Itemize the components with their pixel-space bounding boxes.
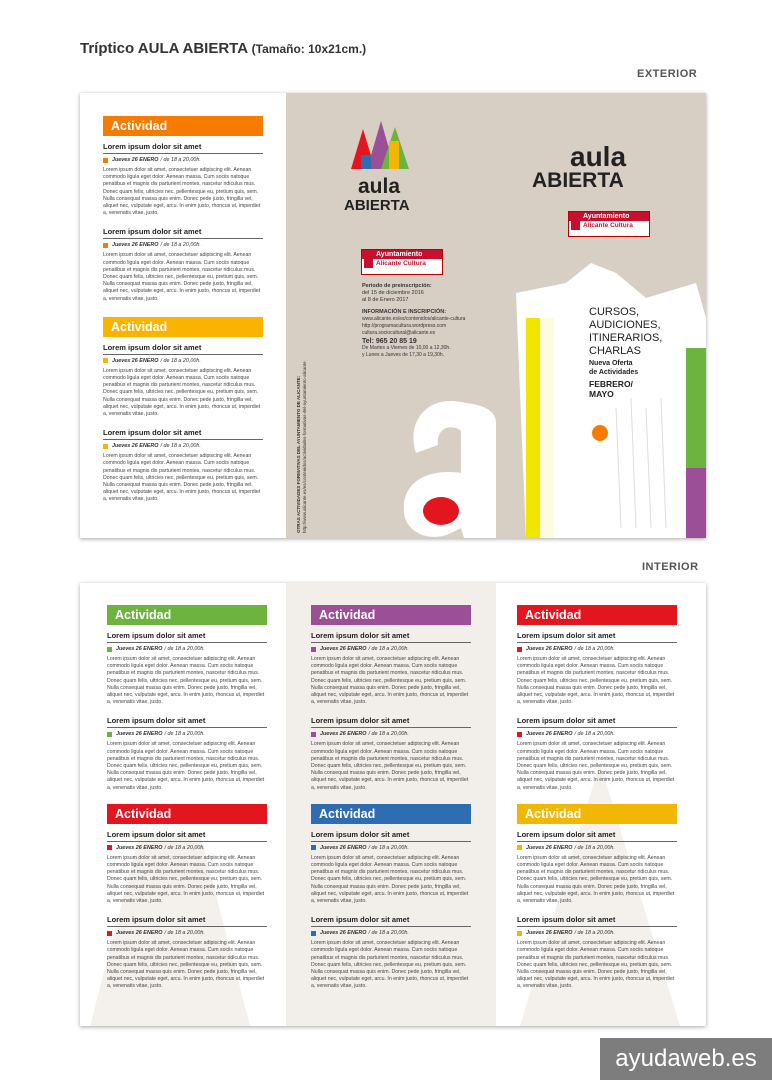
entry-date: [517, 646, 677, 652]
exterior-sheet: [80, 93, 706, 538]
activity-block: [103, 116, 263, 303]
entry-title: Lorem ipsum dolor sit amet: [107, 915, 267, 927]
info-hours1: De Martes a Viernes de 10,00 a 12,30h.: [362, 345, 451, 351]
cover-ayuntamiento-logo: [568, 211, 650, 237]
entry-date: [107, 646, 267, 652]
entry-title: Lorem ipsum dolor sit amet: [107, 716, 267, 728]
entry-date-rest: / de 18 a 20,00h.: [574, 930, 615, 937]
activity-entry: [107, 830, 267, 905]
activity-entry: [517, 716, 677, 791]
entry-title: Lorem ipsum dolor sit amet: [103, 343, 263, 355]
entry-date: [517, 930, 677, 936]
bullet-square-icon: [311, 732, 316, 737]
cover-ayto-line1: Ayuntamiento: [569, 212, 649, 221]
info-email[interactable]: cultura.sociocultural@alicante.es: [362, 330, 436, 336]
entry-date-bold: Jueves 26 ENERO: [116, 646, 163, 652]
activity-block: [517, 605, 677, 792]
entry-date-rest: / de 18 a 20,00h.: [160, 157, 201, 163]
activity-header-bar: Actividad: [103, 116, 263, 136]
entry-date-bold: Jueves 26 ENERO: [320, 646, 367, 652]
entry-date-bold: Jueves 26 ENERO: [320, 731, 367, 738]
entry-date-bold: Jueves 26 ENERO: [112, 443, 159, 450]
cover-title-abierta: ABIERTA: [532, 169, 624, 192]
info-tel: 965 20 85 19: [375, 338, 417, 345]
entry-date: [103, 443, 263, 449]
exterior-middle-panel: [286, 93, 496, 538]
entry-body: Lorem ipsum dolor sit amet, consectetuer adipiscing elit. Aenean commodo ligula eget dolor. Aenean massa. Cum sociis natoque penatibus et magnis dis parturient montes, nascetur ridiculus mus. Donec quam felis, ultricies nec, pellentesque eu, pretium quis, sem. Nulla consequat massa quis enim. Donec pede justo, fringilla vel, aliquet nec, vulputate eget, arcu. In enim justo, rhoncus ut, imperdiet a, venenatis vitae, justo.: [517, 854, 675, 905]
shield-icon: [571, 214, 580, 230]
entry-date-rest: / de 18 a 20,00h.: [160, 357, 201, 364]
entry-body: Lorem ipsum dolor sit amet, consectetuer adipiscing elit. Aenean commodo ligula eget dolor. Aenean massa. Cum sociis natoque penatibus et magnis dis parturient montes, nascetur ridiculus mus. Donec quam felis, ultricies nec, pellentesque eu, pretium quis, sem. Nulla consequat massa quis enim. Donec pede justo, fringilla vel, aliquet nec, vulputate eget, arcu. In enim justo, rhoncus ut, imperdiet a, venenatis vitae, justo.: [517, 741, 675, 791]
entry-date-bold: Jueves 26 ENERO: [112, 242, 159, 249]
cover-ayto-line2: Alicante Cultura: [583, 222, 633, 229]
entry-body: Lorem ipsum dolor sit amet, consectetuer adipiscing elit. Aenean commodo ligula eget dolor. Aenean massa. Cum sociis natoque penatibus et magnis dis parturient montes, nascetur ridiculus mus. Donec quam felis, ultricies nec, pellentesque eu, pretium quis, sem. Nulla consequat massa quis enim. Donec pede justo, fringilla vel, aliquet nec, vulputate eget, arcu. In enim justo, rhoncus ut, imperdiet a, venenatis vitae, justo.: [103, 252, 261, 302]
entry-date: [107, 731, 267, 737]
entry-date-rest: / de 18 a 20,00h.: [574, 646, 615, 652]
interior-column-1: [107, 605, 267, 1003]
entry-title: Lorem ipsum dolor sit amet: [517, 716, 677, 728]
entry-body: Lorem ipsum dolor sit amet, consectetuer adipiscing elit. Aenean commodo ligula eget dolor. Aenean massa. Cum sociis natoque penatibus et magnis dis parturient montes, nascetur ridiculus mus. Donec quam felis, ultricies nec, pellentesque eu, pretium quis, sem. Nulla consequat massa quis enim. Donec pede justo, fringilla vel, aliquet nec, vulputate eget, arcu. In enim justo, rhoncus ut, imperdiet a, venenatis vitae, justo.: [107, 940, 265, 990]
activity-entry: [311, 716, 471, 791]
preinscripcion-title: Periodo de preinscripción:: [362, 283, 432, 289]
entry-date-bold: Jueves 26 ENERO: [116, 930, 163, 937]
interior-column-3: [517, 605, 677, 1003]
info-tel-label: Tel:: [362, 338, 374, 345]
entry-body: Lorem ipsum dolor sit amet, consectetuer adipiscing elit. Aenean commodo ligula eget dolor. Aenean massa. Cum sociis natoque penatibus et magnis dis parturient montes, nascetur ridiculus mus. Donec quam felis, ultricies nec, pellentesque eu, pretium quis, sem. Nulla consequat massa quis enim. Donec pede justo, fringilla vel, aliquet nec, vulputate eget, arcu. In enim justo, rhoncus ut, imperdiet a, venenatis vitae, justo.: [311, 854, 469, 905]
activity-block: [311, 804, 471, 991]
bullet-square-icon: [517, 647, 522, 652]
activity-block: [107, 804, 267, 991]
entry-date-rest: / de 18 a 20,00h.: [368, 844, 409, 851]
entry-title: Lorem ipsum dolor sit amet: [311, 716, 471, 728]
activity-header-bar: Actividad: [107, 804, 267, 824]
activity-entry: [311, 830, 471, 905]
entry-title: Lorem ipsum dolor sit amet: [103, 227, 263, 239]
entry-body: Lorem ipsum dolor sit amet, consectetuer adipiscing elit. Aenean commodo ligula eget dolor. Aenean massa. Cum sociis natoque penatibus et magnis dis parturient montes, nascetur ridiculus mus. Donec quam felis, ultricies nec, pellentesque eu, pretium quis, sem. Nulla consequat massa quis enim. Donec pede justo, fringilla vel, aliquet nec, vulputate eget, arcu. In enim justo, rhoncus ut, imperdiet a, venenatis vitae, justo.: [517, 940, 675, 990]
oferta-line2: de Actividades: [589, 369, 639, 376]
oferta-line1: Nueva Oferta: [589, 360, 633, 367]
entry-body: Lorem ipsum dolor sit amet, consectetuer adipiscing elit. Aenean commodo ligula eget dolor. Aenean massa. Cum sociis natoque penatibus et magnis dis parturient montes, nascetur ridiculus mus. Donec quam felis, ultricies nec, pellentesque eu, pretium quis, sem. Nulla consequat massa quis enim. Donec pede justo, fringilla vel, aliquet nec, vulputate eget, arcu. In enim justo, rhoncus ut, imperdiet a, venenatis vitae, justo.: [517, 656, 675, 706]
interior-column-2: [311, 605, 471, 1003]
vertical-text2[interactable]: http://www.alicante.es/es/contenidos/actividades-formativas-del-ayuntamiento-alicante: [302, 361, 307, 533]
entry-date-rest: / de 18 a 20,00h.: [164, 844, 205, 851]
entry-title: Lorem ipsum dolor sit amet: [311, 915, 471, 927]
activity-entry: [107, 631, 267, 706]
entry-date: [107, 930, 267, 936]
entry-date-bold: Jueves 26 ENERO: [116, 844, 163, 851]
interior-label: INTERIOR: [642, 561, 699, 573]
activity-header-bar: Actividad: [103, 317, 263, 337]
activity-entry: [107, 716, 267, 791]
entry-date: [311, 930, 471, 936]
activity-entry: [107, 915, 267, 990]
watermark: ayudaweb.es: [600, 1038, 772, 1080]
bullet-square-icon: [107, 931, 112, 936]
bullet-square-icon: [311, 845, 316, 850]
info-url1[interactable]: www.alicante.es/es/contenidos/alicante-cultura: [362, 316, 466, 322]
bullet-square-icon: [103, 358, 108, 363]
info-hours2: y Lunes a Jueves de 17,30 a 19,30h.: [362, 352, 445, 358]
preinscripcion-info: [362, 283, 492, 304]
entry-date: [311, 845, 471, 851]
activity-entry: [311, 915, 471, 990]
months-line2: MAYO: [589, 389, 614, 399]
activity-entry: [517, 631, 677, 706]
entry-date: [107, 845, 267, 851]
entry-title: Lorem ipsum dolor sit amet: [107, 631, 267, 643]
entry-title: Lorem ipsum dolor sit amet: [103, 428, 263, 440]
cover-courses-text: [589, 306, 662, 399]
entry-date-bold: Jueves 26 ENERO: [116, 731, 163, 738]
entry-date-rest: / de 18 a 20,00h.: [164, 731, 205, 738]
activity-header-bar: Actividad: [517, 804, 677, 824]
decorative-a-letter: [396, 383, 496, 538]
activity-entry: [311, 631, 471, 706]
middle-ayuntamiento-logo: [361, 249, 443, 275]
entry-date: [311, 731, 471, 737]
entry-date: [517, 845, 677, 851]
bullet-square-icon: [103, 243, 108, 248]
entry-date-bold: Jueves 26 ENERO: [526, 646, 573, 652]
entry-title: Lorem ipsum dolor sit amet: [311, 830, 471, 842]
entry-body: Lorem ipsum dolor sit amet, consectetuer adipiscing elit. Aenean commodo ligula eget dolor. Aenean massa. Cum sociis natoque penatibus et magnis dis parturient montes, nascetur ridiculus mus. Donec quam felis, ultricies nec, pellentesque eu, pretium quis, sem. Nulla consequat massa quis enim. Donec pede justo, fringilla vel, aliquet nec, vulputate eget, arcu. In enim justo, rhoncus ut, imperdiet a, venenatis vitae, justo.: [107, 854, 265, 905]
entry-date-rest: / de 18 a 20,00h.: [160, 242, 201, 249]
bullet-square-icon: [103, 444, 108, 449]
cover-title-aula: aula: [570, 141, 627, 172]
courses-line2: AUDICIONES,: [589, 319, 661, 331]
entry-title: Lorem ipsum dolor sit amet: [103, 142, 263, 154]
entry-date-rest: / de 18 a 20,00h.: [164, 930, 205, 937]
entry-body: Lorem ipsum dolor sit amet, consectetuer adipiscing elit. Aenean commodo ligula eget dolor. Aenean massa. Cum sociis natoque penatibus et magnis dis parturient montes, nascetur ridiculus mus. Donec quam felis, ultricies nec, pellentesque eu, pretium quis, sem. Nulla consequat massa quis enim. Donec pede justo, fringilla vel, aliquet nec, vulputate eget, arcu. In enim justo, rhoncus ut, imperdiet a, venenatis vitae, justo.: [103, 367, 261, 418]
entry-date-bold: Jueves 26 ENERO: [526, 844, 573, 851]
activity-entry: [103, 343, 263, 418]
exterior-label: EXTERIOR: [637, 68, 698, 80]
months-line1: FEBRERO/: [589, 379, 633, 389]
activity-block: [107, 605, 267, 792]
bullet-square-icon: [517, 931, 522, 936]
activity-entry: [517, 915, 677, 990]
activity-block: [517, 804, 677, 991]
entry-date: [517, 731, 677, 737]
activity-entry: [103, 142, 263, 217]
middle-ayto-line2: Alicante Cultura: [376, 260, 426, 267]
activity-block: [103, 317, 263, 504]
entry-date-bold: Jueves 26 ENERO: [526, 731, 573, 738]
activity-header-bar: Actividad: [517, 605, 677, 625]
activity-header-bar: Actividad: [311, 605, 471, 625]
info-title: INFORMACIÓN E INSCRIPCIÓN:: [362, 309, 447, 315]
entry-body: Lorem ipsum dolor sit amet, consectetuer adipiscing elit. Aenean commodo ligula eget dolor. Aenean massa. Cum sociis natoque penatibus et magnis dis parturient montes, nascetur ridiculus mus. Donec quam felis, ultricies nec, pellentesque eu, pretium quis, sem. Nulla consequat massa quis enim. Donec pede justo, fringilla vel, aliquet nec, vulputate eget, arcu. In enim justo, rhoncus ut, imperdiet a, venenatis vitae, justo.: [107, 741, 265, 791]
vertical-text1: OTRAS ACTIVIDADES FORMATIVAS DEL AYUNTAMIENTO DE ALICANTE:: [296, 375, 301, 533]
page-title-main: Tríptico AULA ABIERTA: [80, 40, 248, 57]
entry-date-rest: / de 18 a 20,00h.: [574, 844, 615, 851]
entry-body: Lorem ipsum dolor sit amet, consectetuer adipiscing elit. Aenean commodo ligula eget dolor. Aenean massa. Cum sociis natoque penatibus et magnis dis parturient montes, nascetur ridiculus mus. Donec quam felis, ultricies nec, pellentesque eu, pretium quis, sem. Nulla consequat massa quis enim. Donec pede justo, fringilla vel, aliquet nec, vulputate eget, arcu. In enim justo, rhoncus ut, imperdiet a, venenatis vitae, justo.: [103, 453, 261, 503]
activity-entry: [103, 227, 263, 302]
bullet-square-icon: [107, 732, 112, 737]
middle-logo-abierta: ABIERTA: [344, 197, 410, 214]
bullet-square-icon: [311, 647, 316, 652]
page-title: [80, 40, 366, 57]
exterior-left-panel: [80, 93, 286, 538]
entry-date-bold: Jueves 26 ENERO: [112, 357, 159, 364]
page-title-size: (Tamaño: 10x21cm.): [251, 42, 367, 56]
courses-line4: CHARLAS: [589, 345, 641, 357]
entry-date-rest: / de 18 a 20,00h.: [574, 731, 615, 738]
entry-date-bold: Jueves 26 ENERO: [320, 844, 367, 851]
entry-date: [103, 157, 263, 163]
activity-header-bar: Actividad: [107, 605, 267, 625]
entry-title: Lorem ipsum dolor sit amet: [107, 830, 267, 842]
entry-date-rest: / de 18 a 20,00h.: [368, 930, 409, 937]
aula-abierta-logo-graphic: [341, 115, 421, 175]
entry-body: Lorem ipsum dolor sit amet, consectetuer adipiscing elit. Aenean commodo ligula eget dolor. Aenean massa. Cum sociis natoque penatibus et magnis dis parturient montes, nascetur ridiculus mus. Donec quam felis, ultricies nec, pellentesque eu, pretium quis, sem. Nulla consequat massa quis enim. Donec pede justo, fringilla vel, aliquet nec, vulputate eget, arcu. In enim justo, rhoncus ut, imperdiet a, venenatis vitae, justo.: [107, 656, 265, 706]
inscripcion-info: [362, 309, 492, 359]
courses-line1: CURSOS,: [589, 306, 640, 318]
bullet-square-icon: [517, 732, 522, 737]
entry-date: [103, 358, 263, 364]
vertical-info: [296, 361, 308, 533]
entry-title: Lorem ipsum dolor sit amet: [517, 830, 677, 842]
interior-sheet: [80, 583, 706, 1026]
entry-date-bold: Jueves 26 ENERO: [112, 157, 159, 163]
entry-body: Lorem ipsum dolor sit amet, consectetuer adipiscing elit. Aenean commodo ligula eget dolor. Aenean massa. Cum sociis natoque penatibus et magnis dis parturient montes, nascetur ridiculus mus. Donec quam felis, ultricies nec, pellentesque eu, pretium quis, sem. Nulla consequat massa quis enim. Donec pede justo, fringilla vel, aliquet nec, vulputate eget, arcu. In enim justo, rhoncus ut, imperdiet a, venenatis vitae, justo.: [311, 940, 469, 990]
entry-title: Lorem ipsum dolor sit amet: [517, 915, 677, 927]
shield-icon: [364, 252, 373, 268]
activity-entry: [517, 830, 677, 905]
middle-logo-aula: aula: [358, 175, 401, 198]
exterior-cover-panel: [496, 93, 706, 538]
entry-date-rest: / de 18 a 20,00h.: [368, 646, 409, 652]
preinscripcion-line2: al 8 de Enero 2017: [362, 297, 409, 303]
bullet-square-icon: [107, 647, 112, 652]
entry-date-rest: / de 18 a 20,00h.: [164, 646, 205, 652]
entry-title: Lorem ipsum dolor sit amet: [517, 631, 677, 643]
preinscripcion-line1: del 15 de diciembre 2016: [362, 290, 424, 296]
middle-ayto-line1: Ayuntamiento: [362, 250, 442, 259]
activity-entry: [103, 428, 263, 503]
entry-date-bold: Jueves 26 ENERO: [320, 930, 367, 937]
entry-title: Lorem ipsum dolor sit amet: [311, 631, 471, 643]
activity-block: [311, 605, 471, 792]
bullet-square-icon: [103, 158, 108, 163]
entry-date: [311, 646, 471, 652]
activity-header-bar: Actividad: [311, 804, 471, 824]
info-url2[interactable]: http://programacultura.wordpress.com: [362, 323, 447, 329]
courses-line3: ITINERARIOS,: [589, 332, 663, 344]
bullet-square-icon: [517, 845, 522, 850]
bullet-square-icon: [107, 845, 112, 850]
entry-date-bold: Jueves 26 ENERO: [526, 930, 573, 937]
bullet-square-icon: [311, 931, 316, 936]
entry-date-rest: / de 18 a 20,00h.: [368, 731, 409, 738]
entry-body: Lorem ipsum dolor sit amet, consectetuer adipiscing elit. Aenean commodo ligula eget dolor. Aenean massa. Cum sociis natoque penatibus et magnis dis parturient montes, nascetur ridiculus mus. Donec quam felis, ultricies nec, pellentesque eu, pretium quis, sem. Nulla consequat massa quis enim. Donec pede justo, fringilla vel, aliquet nec, vulputate eget, arcu. In enim justo, rhoncus ut, imperdiet a, venenatis vitae, justo.: [103, 167, 261, 217]
entry-date-rest: / de 18 a 20,00h.: [160, 443, 201, 450]
entry-body: Lorem ipsum dolor sit amet, consectetuer adipiscing elit. Aenean commodo ligula eget dolor. Aenean massa. Cum sociis natoque penatibus et magnis dis parturient montes, nascetur ridiculus mus. Donec quam felis, ultricies nec, pellentesque eu, pretium quis, sem. Nulla consequat massa quis enim. Donec pede justo, fringilla vel, aliquet nec, vulputate eget, arcu. In enim justo, rhoncus ut, imperdiet a, venenatis vitae, justo.: [311, 656, 469, 706]
exterior-activity-list: [103, 116, 263, 518]
entry-body: Lorem ipsum dolor sit amet, consectetuer adipiscing elit. Aenean commodo ligula eget dolor. Aenean massa. Cum sociis natoque penatibus et magnis dis parturient montes, nascetur ridiculus mus. Donec quam felis, ultricies nec, pellentesque eu, pretium quis, sem. Nulla consequat massa quis enim. Donec pede justo, fringilla vel, aliquet nec, vulputate eget, arcu. In enim justo, rhoncus ut, imperdiet a, venenatis vitae, justo.: [311, 741, 469, 791]
entry-date: [103, 242, 263, 248]
